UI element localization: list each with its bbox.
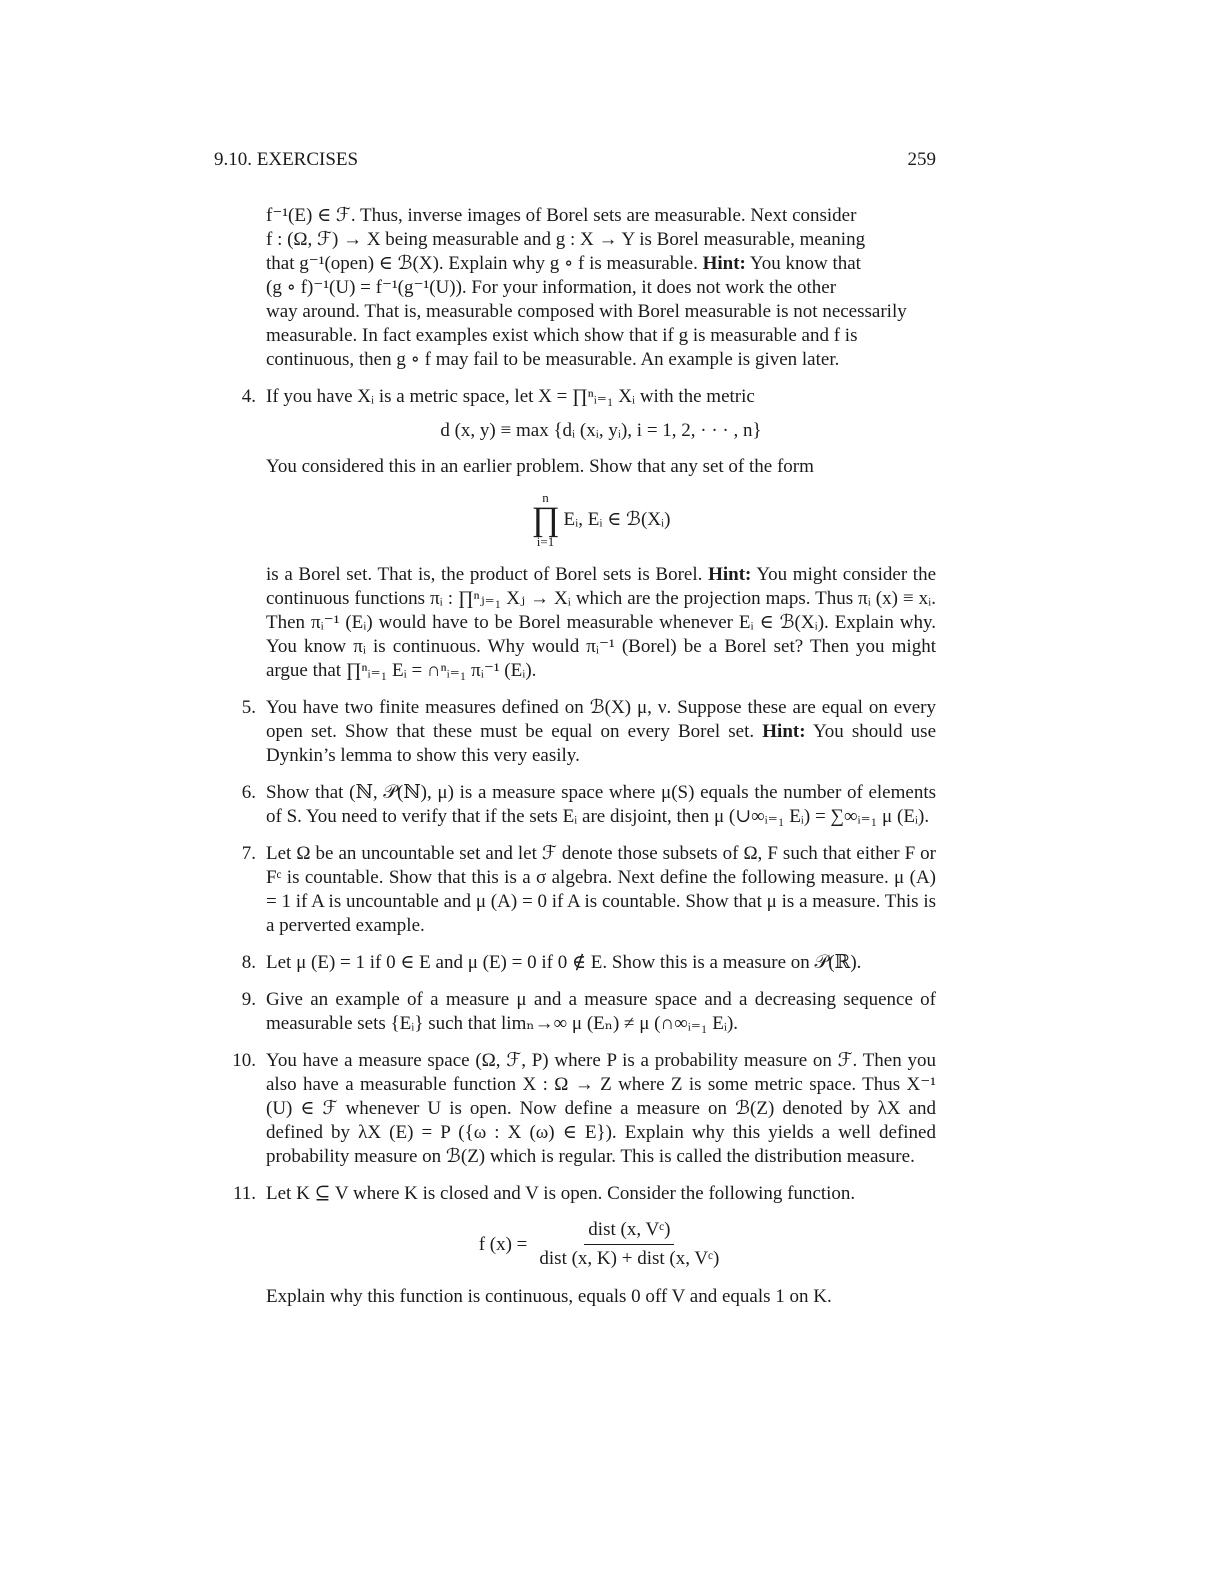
product-operator xyxy=(532,491,560,549)
exercise-number: 4. xyxy=(241,386,256,407)
text-line xyxy=(266,252,936,276)
hint-label: Hint: xyxy=(762,721,806,742)
exercise-body: Give an example of a measure μ and a measure space and a decreasing sequence of measurable sets {Eᵢ} such that limₙ→∞ μ (Eₙ) ≠ μ (∩∞ᵢ₌₁ Eᵢ). xyxy=(266,989,936,1034)
text-line: (g ∘ f)⁻¹(U) = f⁻¹(g⁻¹(U)). For your information, it does not work the other xyxy=(266,277,837,298)
product-upper-limit: n xyxy=(542,490,549,505)
display-equation-product xyxy=(266,485,936,557)
text-line: f⁻¹(E) ∈ ℱ. Thus, inverse images of Borel sets are measurable. Next consider xyxy=(266,205,857,226)
product-body: Eᵢ, Eᵢ ∈ ℬ(Xᵢ) xyxy=(563,509,671,530)
text-span: You have two finite measures defined on ℬ(X) μ, ν. Suppose these are equal on every open set. Show that these must be equal on every Borel set. xyxy=(266,697,936,742)
text-line: You considered this in an earlier problem. Show that any set of the form xyxy=(266,456,814,477)
text-line: continuous, then g ∘ f may fail to be measurable. An example is given later. xyxy=(266,349,840,370)
exercise-number: 5. xyxy=(241,697,256,718)
fraction-denominator: dist (x, K) + dist (x, Vᶜ) xyxy=(539,1248,720,1269)
text-span: is a Borel set. That is, the product of Borel sets is Borel. xyxy=(266,564,703,585)
display-equation: d (x, y) ≡ max {dᵢ (xᵢ, yᵢ), i = 1, 2, · · · , n} xyxy=(440,420,762,441)
hint-label: Hint: xyxy=(702,253,746,274)
text-line: f : (Ω, ℱ) → X being measurable and g : X → Y is Borel measurable, meaning xyxy=(266,229,866,250)
exercise-body: Show that (ℕ, 𝒫(ℕ), μ) is a measure space where μ(S) equals the number of elements of S. You need to verify that if the sets Eᵢ are disjoint, then μ (∪∞ᵢ₌₁ Eᵢ) = ∑∞ᵢ₌₁ μ (Eᵢ). xyxy=(266,782,936,827)
paragraph xyxy=(266,563,936,683)
text-span: that g⁻¹(open) ∈ ℬ(X). Explain why g ∘ f is measurable. xyxy=(266,253,698,274)
exercise-body xyxy=(266,696,936,768)
text-line: way around. That is, measurable composed with Borel measurable is not necessarily xyxy=(266,301,907,322)
function-definition xyxy=(479,1218,724,1271)
exercise-item xyxy=(214,988,936,1036)
display-equation-fraction xyxy=(266,1212,936,1279)
function-lhs: f (x) = xyxy=(478,1233,528,1255)
product-lower-limit: i=1 xyxy=(536,534,555,549)
exercise-body xyxy=(266,385,936,683)
exercise-item xyxy=(214,842,936,938)
text-line: If you have Xᵢ is a metric space, let X = ∏ⁿᵢ₌₁ Xᵢ with the metric xyxy=(266,386,755,407)
continued-exercise xyxy=(266,204,936,372)
exercise-number: 8. xyxy=(241,952,256,973)
exercise-list xyxy=(214,204,936,1309)
exercise-body: Let Ω be an uncountable set and let ℱ denote those subsets of Ω, F such that either F or Fᶜ is countable. Show that this is a σ algebra. Next define the following measure. μ (A) = 1 if A is uncountable and μ (A) = 0 if A is countable. Show that μ is a measure. This is a perverted example. xyxy=(266,843,936,936)
exercise-item xyxy=(214,385,936,683)
product-symbol: ∏ xyxy=(531,501,560,538)
exercise-item xyxy=(214,781,936,829)
text-line: Explain why this function is continuous, equals 0 off V and equals 1 on K. xyxy=(266,1286,832,1307)
text-span: You know that xyxy=(749,253,861,274)
exercise-item xyxy=(214,1182,936,1309)
text-span: You might consider the continuous functions πᵢ : ∏ⁿⱼ₌₁ Xⱼ → Xᵢ which are the projection maps. Thus πᵢ (x) ≡ xᵢ. Then πᵢ⁻¹ (Eᵢ) would have to be Borel measurable whenever Eᵢ ∈ ℬ(Xᵢ). Explain why. You know πᵢ is continuous. Why would πᵢ⁻¹ (Borel) be a Borel set? Then you might argue that ∏ⁿᵢ₌₁ Eᵢ = ∩ⁿᵢ₌₁ πᵢ⁻¹ (Eᵢ). xyxy=(266,564,937,681)
exercise-body: You have a measure space (Ω, ℱ, P) where P is a probability measure on ℱ. Then you also have a measurable function X : Ω → Z where Z is some metric space. Thus X⁻¹ (U) ∈ ℱ whenever U is open. Now define a measure on ℬ(Z) denoted by λX and defined by λX (E) = P ({ω : X (ω) ∈ E}). Explain why this yields a well defined probability measure on ℬ(Z) which is regular. This is called the distribution measure. xyxy=(266,1050,936,1167)
exercise-number: 9. xyxy=(241,989,256,1010)
fraction-numerator: dist (x, Vᶜ) xyxy=(584,1218,674,1245)
text-span: You should use Dynkin’s lemma to show this very easily. xyxy=(266,721,937,766)
running-header xyxy=(214,148,936,172)
exercise-number: 11. xyxy=(232,1183,256,1204)
exercise-number: 6. xyxy=(241,782,256,803)
hint-label: Hint: xyxy=(708,564,752,585)
exercise-item xyxy=(214,1049,936,1169)
exercise-number: 10. xyxy=(232,1050,256,1071)
text-line: Let K ⊆ V where K is closed and V is open. Consider the following function. xyxy=(266,1183,856,1204)
exercise-item xyxy=(214,696,936,768)
product-formula xyxy=(532,491,671,549)
fraction xyxy=(535,1218,723,1271)
page-number: 259 xyxy=(907,149,936,170)
text-line: measurable. In fact examples exist which show that if g is measurable and f is xyxy=(266,325,858,346)
exercise-body xyxy=(266,1182,936,1309)
section-title: 9.10. EXERCISES xyxy=(214,149,359,170)
exercise-body: Let μ (E) = 1 if 0 ∈ E and μ (E) = 0 if 0 ∉ E. Show this is a measure on 𝒫(ℝ). xyxy=(266,952,862,973)
exercise-item xyxy=(214,951,936,975)
exercise-number: 7. xyxy=(241,843,256,864)
